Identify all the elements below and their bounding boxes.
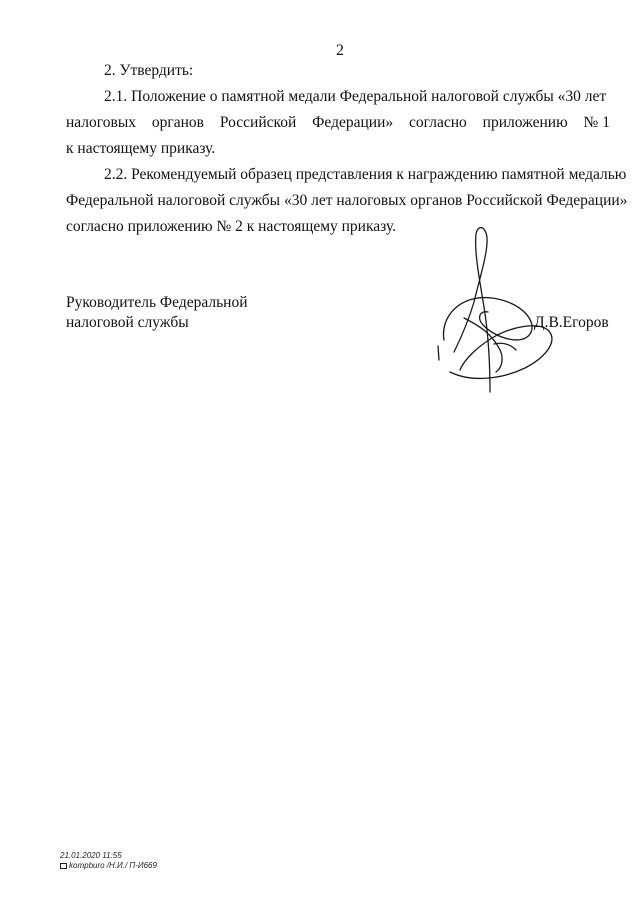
item-2-1-line-1: 2.1. Положение о памятной медали Федеральной налоговой службы «30 лет: [104, 88, 607, 105]
signer-title: [66, 293, 248, 333]
handwritten-signature: [430, 222, 570, 394]
item-2-1-word: Федерации»: [312, 114, 394, 131]
item-2-1-word: Российской: [219, 114, 297, 131]
footer-timestamp: 21.01.2020 11:55: [60, 851, 122, 860]
item-2-1-line-2: [66, 110, 610, 136]
page-number: 2: [336, 42, 344, 59]
item-2-1-line-3: к настоящему приказу.: [66, 140, 216, 157]
approve-heading: 2. Утвердить:: [104, 62, 194, 79]
footer-routing-line: [60, 861, 157, 871]
item-2-1-word: налоговых: [66, 114, 136, 131]
footer-routing: kompburo /Н.И./ П-И669: [69, 861, 157, 870]
item-2-1-paragraph: [66, 84, 610, 162]
mail-icon: [60, 863, 67, 869]
item-2-2-line-1: 2.2. Рекомендуемый образец представления к награждению памятной медалью: [104, 166, 627, 183]
footer: [60, 851, 157, 871]
item-2-2-line-2: Федеральной налоговой службы «30 лет налоговых органов Российской Федерации»: [66, 192, 628, 209]
signer-title-line-2: налоговой службы: [66, 314, 189, 331]
item-2-1-word: № 1: [583, 114, 610, 131]
signer-name: Д.В.Егоров: [534, 314, 609, 331]
signer-title-line-1: Руководитель Федеральной: [66, 294, 248, 311]
item-2-1-word: согласно: [409, 114, 467, 131]
approve-heading-block: [66, 58, 610, 84]
item-2-1-word: приложению: [482, 114, 568, 131]
item-2-2-line-3: согласно приложению № 2 к настоящему приказу.: [66, 218, 397, 235]
item-2-1-word: органов: [151, 114, 204, 131]
